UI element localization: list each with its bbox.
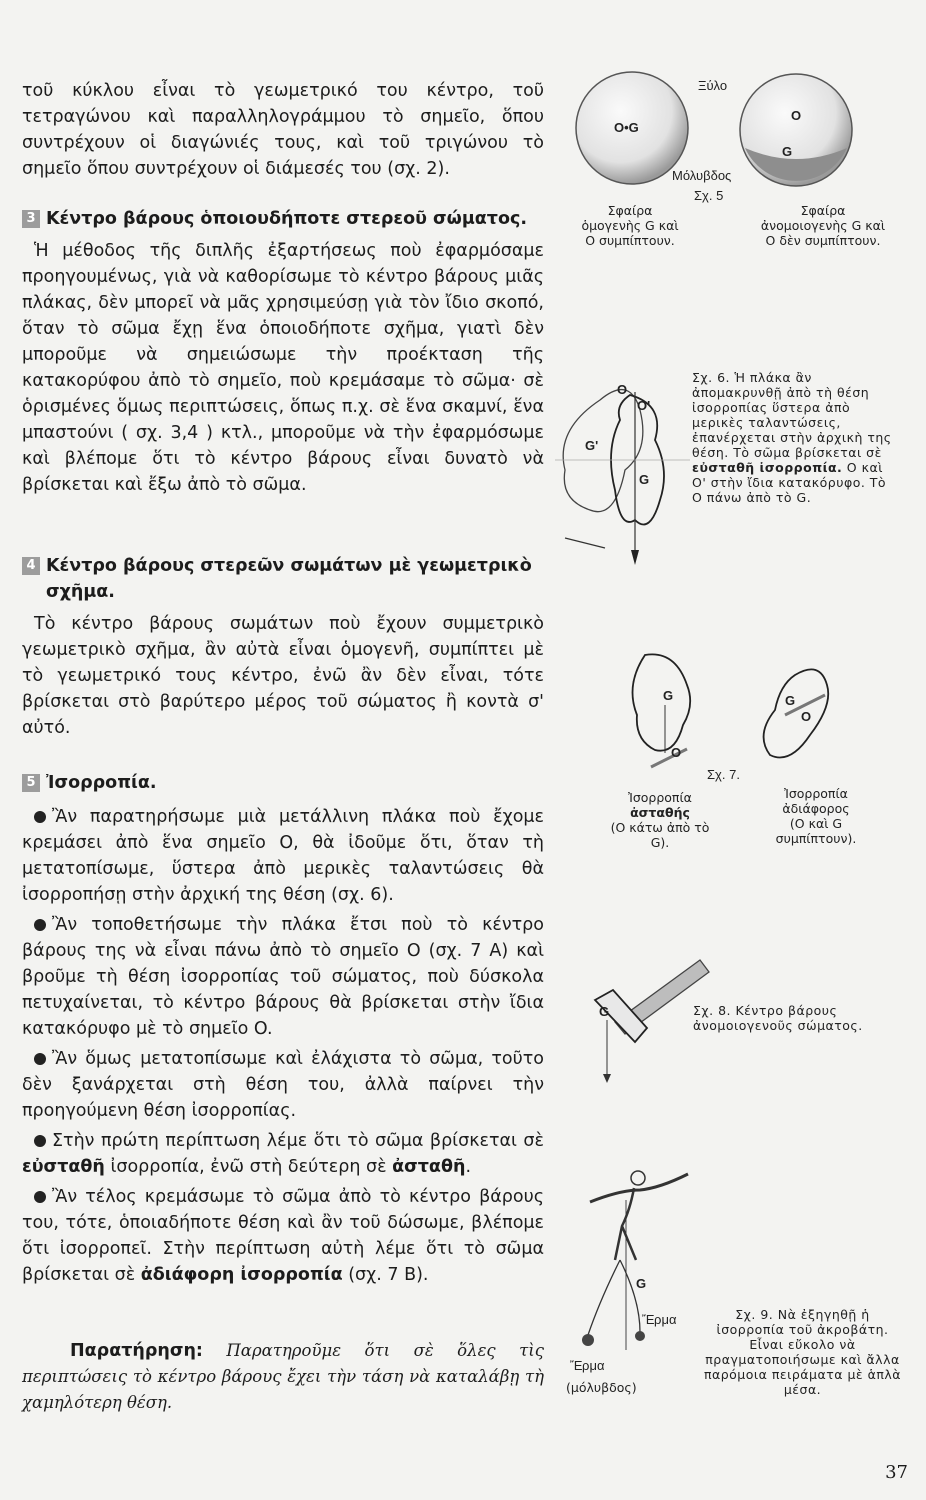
fig7-caption-right: Ἰσορροπία ἀδιάφορος (O καὶ G συμπίπτουν). xyxy=(775,786,857,846)
fig7-number: Σχ. 7. xyxy=(707,767,740,782)
term-stable: εὐσταθῆ xyxy=(22,1157,105,1177)
fig6-caption: Σχ. 6. Ἡ πλάκα ἂν ἀπομακρυνθῇ ἀπὸ τὴ θέση ἰσορροπίας ὕστερα ἀπὸ μερικὲς ταλαντώσεις, ἐπανέρχεται στὴν ἀρχικὴ της θέση. Τὸ σῶμα βρίσκεται σὲ εὐσταθῆ ἰσορροπία. O καὶ O' στὴν ἴδια κατακόρυφο. Τὸ O πάνω ἀπὸ τὸ G. xyxy=(692,370,892,505)
term-neutral: ἀδιάφορη ἰσορροπία xyxy=(140,1265,343,1285)
note xyxy=(22,1338,544,1416)
fig5-caption-left: Σφαίρα ὁμογενὴς G καὶ O συμπίπτουν. xyxy=(581,203,679,248)
swing-arrow xyxy=(565,538,605,548)
plumb-bob xyxy=(631,550,639,565)
plate-displaced xyxy=(563,390,643,512)
figure-6 xyxy=(555,370,695,570)
fig7-o-label: O xyxy=(671,745,682,760)
bullet-paragraph: Ἂν ὅμως μετατοπίσωμε καὶ ἐλάχιστα τὸ σῶμα, τοῦτο δὲν ξανάρχεται στὴ θέση του, ἀλλὰ παίρνει τὴν προηγούμενη θέση ἰσορροπίας. xyxy=(22,1049,544,1121)
intro-paragraph xyxy=(22,78,544,182)
bullet-icon xyxy=(34,1191,46,1203)
note-label: Παρατήρηση: xyxy=(70,1341,203,1361)
section-title: Κέντρο βάρους ὁποιουδήποτε στερεοῦ σώματος. xyxy=(46,209,528,229)
fig6-g-label: G xyxy=(639,472,650,487)
fig5-g-label: G xyxy=(782,144,793,159)
note-body: Παρατηροῦμε ὅτι σὲ ὅλες τὶς περιπτώσεις τὸ κέντρο βάρους ἔχει τὴν τάση νὰ καταλάβῃ τὴ χαμηλότερη θέση. xyxy=(22,1341,544,1412)
unstable-plate xyxy=(633,654,691,750)
bullet-icon xyxy=(34,811,46,823)
section-3-heading xyxy=(22,206,544,232)
fig6-g2-label: G' xyxy=(585,438,599,453)
fig9-g-label: G xyxy=(636,1276,647,1291)
fig7-o2-label: O xyxy=(801,709,812,724)
weight-left xyxy=(582,1334,594,1346)
fig8-arrowhead xyxy=(603,1074,611,1083)
lead-label: Μόλυβδος xyxy=(672,168,732,183)
fig8-g-label: G xyxy=(599,1004,610,1019)
fig7-caption-left: Ἰσορροπία ἀσταθής (O κάτω ἀπὸ τὸ G). xyxy=(610,790,710,850)
section-number: 4 xyxy=(22,557,40,575)
weight-right xyxy=(635,1331,645,1341)
fig8-caption: Σχ. 8. Κέντρο βάρους ἀνομοιογενοῦς σώματος. xyxy=(693,1003,863,1033)
bullet-icon xyxy=(34,919,46,931)
intro-text: τοῦ κύκλου εἶναι τὸ γεωμετρικό του κέντρο, τοῦ τετραγώνου καὶ παραλληλογράμμου τὸ σημεῖο, ὅπου συντρέχουν οἱ διαγώνιές τους, καὶ τοῦ τριγώνου τὸ σημεῖο ὅπου συντρέχουν οἱ διάμεσές του (σχ. 2). xyxy=(22,81,544,179)
section-5-heading xyxy=(22,770,544,796)
bullet-icon xyxy=(34,1135,46,1147)
figure-9 xyxy=(560,1160,710,1380)
figure-7 xyxy=(615,645,865,785)
section-title: Κέντρο βάρους στερεῶν σωμάτων μὲ γεωμετρικὸ σχῆμα. xyxy=(46,556,532,602)
bullet-paragraph: Ἂν παρατηρήσωμε μιὰ μετάλλινη πλάκα ποὺ ἔχομε κρεμάσει ἀπὸ ἕνα σημεῖο O, θὰ ἰδοῦμε ὅτι, ὅταν τὴ μετατοπίσωμε, ὕστερα ἀπὸ μερικὲς ταλαντώσεις θὰ ἰσορροπήσῃ στὴν ἀρχική της θέση (σχ. 6). xyxy=(22,807,544,905)
fig6-o-label: O xyxy=(617,382,628,397)
neutral-plate xyxy=(764,669,829,757)
acrobat-body xyxy=(615,1188,636,1260)
bullet-paragraph: Στὴν πρώτη περίπτωση λέμε ὅτι τὸ σῶμα βρίσκεται σὲ εὐσταθῆ ἰσορροπία, ἐνῶ στὴ δεύτερη σὲ ἀσταθῆ. xyxy=(22,1131,544,1177)
section-4 xyxy=(22,553,544,741)
section-number: 5 xyxy=(22,774,40,792)
acrobat-arms xyxy=(590,1174,688,1202)
bullet-paragraph: Ἂν τοποθετήσωμε τὴν πλάκα ἔτσι ποὺ τὸ κέντρο βάρους της νὰ εἶναι πάνω ἀπὸ τὸ σημεῖο O (σχ. 7 A) καὶ βροῦμε τὴ θέση ἰσορροπίας τοῦ σώματος, ποὺ δύσκολα πετυχαίνεται, τὸ κέντρο βάρους θὰ βρίσκεται στὴν ἴδια κατακόρυφο μὲ τὸ σημεῖο O. xyxy=(22,915,544,1039)
term-unstable: ἀσταθῆ xyxy=(392,1157,466,1177)
section-title: Ἰσορροπία. xyxy=(46,773,157,793)
fig7-g2-label: G xyxy=(785,693,796,708)
lead-note: (μόλυβδος) xyxy=(566,1380,637,1395)
fig5-o-label: O xyxy=(791,108,802,123)
wood-label: Ξύλο xyxy=(698,78,728,93)
bullet-icon xyxy=(34,1053,46,1065)
ballast-label-left: Ἔρμα xyxy=(570,1358,605,1373)
section-3 xyxy=(22,206,544,498)
section-5 xyxy=(22,770,544,1288)
bullet-paragraph: Ἂν τέλος κρεμάσωμε τὸ σῶμα ἀπὸ τὸ κέντρο βάρους του, τότε, ὁποιαδήποτε θέση καὶ ἂν τοῦ δώσωμε, βλέπομε ὅτι ἰσορροπεῖ. Στὴν περίπτωση αὐτὴ λέμε ὅτι τὸ σῶμα βρίσκεται σὲ ἀδιάφορη ἰσορροπία (σχ. 7 B). xyxy=(22,1187,544,1285)
fig6-o2-label: O' xyxy=(637,398,651,413)
section-4-body: Τὸ κέντρο βάρους σωμάτων ποὺ ἔχουν συμμετρικὸ γεωμετρικὸ σχῆμα, ἂν αὐτὰ εἶναι ὁμογενῆ, συμπίπτει μὲ τὸ γεωμετρικό τους κέντρο, ἐνῶ ἂν δὲν εἶναι, τότε βρίσκεται στὸ βαρύτερο μέρος τοῦ σώματος ἢ κοντὰ σ' αὐτό. xyxy=(22,614,544,738)
ballast-label-right: Ἔρμα xyxy=(642,1312,677,1327)
fig5-caption-right: Σφαίρα ἀνομοιογενὴς G καὶ O δὲν συμπίπτουν. xyxy=(760,203,886,248)
balance-rods xyxy=(588,1260,640,1335)
fig7-g-label: G xyxy=(663,688,674,703)
section-3-body: Ἡ μέθοδος τῆς διπλῆς ἐξαρτήσεως ποὺ ἐφαρμόσαμε προηγουμένως, γιὰ νὰ καθορίσωμε τὸ κέντρο βάρους μιᾶς πλάκας, δὲν μπορεῖ νὰ μᾶς χρησιμεύσῃ γιὰ τὸν ἴδιο σκοπό, ὅταν τὸ σῶμα ἔχῃ ἕνα ὁποιοδήποτε σχῆμα, γιατὶ δὲν μποροῦμε νὰ σημειώσωμε τὴν προέκταση τῆς κατακορύφου ἀπὸ τὸ σημεῖο, ποὺ κρεμάσαμε τὸ σῶμα· σὲ ὁρισμένες ὅμως περιπτώσεις, ὅπως π.χ. σὲ ἕνα σκαμνί, ἕνα μπαστούνι ( σχ. 3,4 ) κτλ., μποροῦμε νὰ τὴν ἐφαρμόσωμε καὶ βλέπομε ὅτι τὸ κέντρο βάρους εἶναι δυνατὸ νὰ βρίσκεται καὶ ἔξω ἀπὸ τὸ σῶμα. xyxy=(22,241,544,495)
section-number: 3 xyxy=(22,210,40,228)
fig9-caption: Σχ. 9. Νὰ ἐξηγηθῇ ἡ ἰσορροπία τοῦ ἀκροβάτη. Εἶναι εὔκολο νὰ πραγματοποιήσωμε καὶ ἄλλα παρόμοια πειράματα μὲ ἁπλὰ μέσα. xyxy=(703,1307,902,1397)
unstable-pin xyxy=(651,749,687,767)
section-4-heading xyxy=(22,553,544,605)
page-number: 37 xyxy=(885,1462,908,1483)
fig5-number: Σχ. 5 xyxy=(694,188,724,203)
acrobat-head xyxy=(631,1171,645,1185)
fig5-og-label: O•G xyxy=(614,120,639,135)
